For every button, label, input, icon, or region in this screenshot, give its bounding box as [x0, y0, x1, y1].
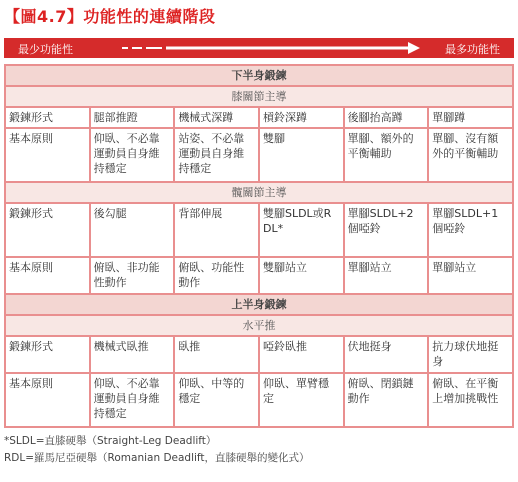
table-cell: 抗力球伏地挺身: [429, 337, 512, 372]
table-cell: 槓鈴深蹲: [260, 108, 343, 127]
table-cell: 啞鈴臥推: [260, 337, 343, 372]
table-cell: 仰臥、單臂穩定: [260, 374, 343, 426]
table-cell: 俯臥、在平衡上增加挑戰性: [429, 374, 512, 426]
row-label: 鍛鍊形式: [6, 337, 89, 372]
table-cell: 單腳站立: [429, 258, 512, 293]
table-cell: 仰臥、中等的穩定: [175, 374, 258, 426]
table-cell: 單腳蹲: [429, 108, 512, 127]
table-cell: 俯臥、功能性動作: [175, 258, 258, 293]
table-cell: 機械式臥推: [91, 337, 174, 372]
table-row: [6, 374, 512, 426]
table-cell: 仰臥、不必靠運動員自身維持穩定: [91, 374, 174, 426]
footnote-sldl: *SLDL=直膝硬舉（Straight-Leg Deadlift）: [4, 435, 217, 447]
table-row: [6, 258, 512, 293]
row-label: 基本原則: [6, 374, 89, 426]
table-cell: 單腳SLDL+2個啞鈴: [345, 204, 428, 256]
functionality-banner: [4, 38, 514, 58]
table-row: [6, 337, 512, 372]
table-cell: 站姿、不必靠運動員自身維持穩定: [175, 129, 258, 181]
exercise-continuum-table: [4, 64, 514, 428]
table-cell: 雙腳站立: [260, 258, 343, 293]
table-cell: 仰臥、不必靠運動員自身維持穩定: [91, 129, 174, 181]
table-cell: 雙腳SLDL或RDL*: [260, 204, 343, 256]
table-cell: 伏地挺身: [345, 337, 428, 372]
upper-body-heading: 上半身鍛鍊: [6, 295, 512, 314]
row-label: 鍛鍊形式: [6, 204, 89, 256]
knee-dominant-heading: 膝關節主導: [6, 87, 512, 106]
table-row: [6, 129, 512, 181]
table-cell: 後勾腿: [91, 204, 174, 256]
continuum-arrow-icon: [122, 42, 422, 54]
figure-title: 【圖4.7】功能性的連續階段: [4, 7, 216, 26]
table-cell: 單腳站立: [345, 258, 428, 293]
table-row: [6, 108, 512, 127]
horizontal-push-heading: 水平推: [6, 316, 512, 335]
row-label: 基本原則: [6, 258, 89, 293]
table-cell: 背部伸展: [175, 204, 258, 256]
table-cell: 腿部推蹬: [91, 108, 174, 127]
most-functional-label: 最多功能性: [445, 43, 500, 56]
table-cell: 雙腳: [260, 129, 343, 181]
hip-dominant-heading: 髖關節主導: [6, 183, 512, 202]
least-functional-label: 最少功能性: [18, 43, 73, 56]
table-cell: 單腳SLDL+1個啞鈴: [429, 204, 512, 256]
lower-body-heading: 下半身鍛鍊: [6, 66, 512, 85]
table-cell: 單腳、沒有額外的平衡輔助: [429, 129, 512, 181]
table-row: [6, 204, 512, 256]
footnote-rdl: RDL=羅馬尼亞硬舉（Romanian Deadlift，直膝硬舉的變化式）: [4, 452, 310, 464]
table-cell: 機械式深蹲: [175, 108, 258, 127]
table-cell: 單腳、額外的平衡輔助: [345, 129, 428, 181]
table-cell: 俯臥、非功能性動作: [91, 258, 174, 293]
footnotes: [4, 433, 310, 467]
row-label: 基本原則: [6, 129, 89, 181]
table-cell: 後腳抬高蹲: [345, 108, 428, 127]
table-cell: 臥推: [175, 337, 258, 372]
row-label: 鍛鍊形式: [6, 108, 89, 127]
table-cell: 俯臥、閉鎖鏈動作: [345, 374, 428, 426]
